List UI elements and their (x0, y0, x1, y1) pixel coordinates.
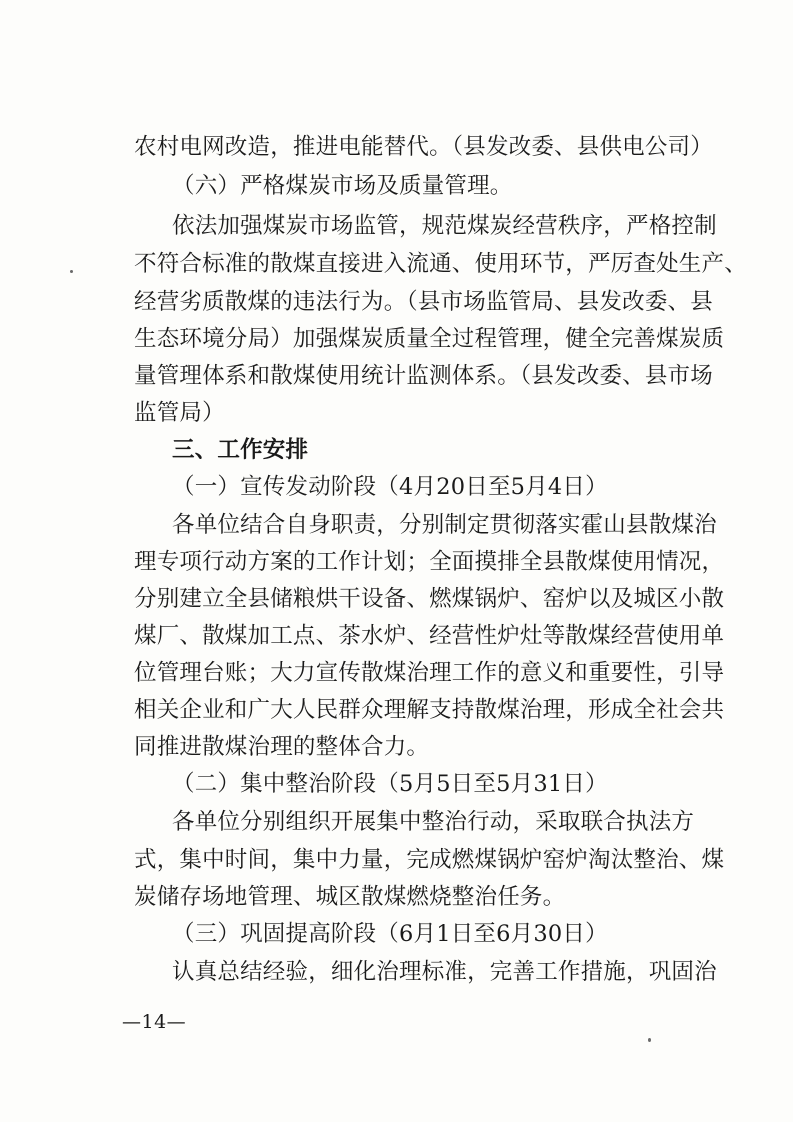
section-subheading: （一）宣传发动阶段（4月20日至5月4日） (172, 474, 608, 500)
body-line: 理专项行动方案的工作计划；全面摸排全县散煤使用情况， (134, 549, 725, 575)
body-line: 相关企业和广大人民群众理解支持散煤治理，形成全社会共 (134, 697, 725, 723)
body-line: 位管理台账；大力宣传散煤治理工作的意义和重要性，引导 (134, 660, 725, 686)
body-line: 各单位结合自身职责，分别制定贯彻落实霍山县散煤治 (172, 512, 717, 538)
body-line: 认真总结经验，细化治理标准，完善工作措施，巩固治 (172, 959, 717, 985)
body-line: 同推进散煤治理的整体合力。 (134, 734, 430, 760)
body-line: 式，集中时间，集中力量，完成燃煤锅炉窑炉淘汰整治、煤 (134, 847, 725, 873)
body-line: 分别建立全县储粮烘干设备、燃煤锅炉、窑炉以及城区小散 (134, 586, 725, 612)
body-line: 不符合标准的散煤直接进入流通、使用环节，严厉查处生产、 (134, 251, 747, 277)
body-line: 依法加强煤炭市场监管，规范煤炭经营秩序，严格控制 (172, 213, 717, 239)
body-line: 煤厂、散煤加工点、茶水炉、经营性炉灶等散煤经营使用单 (134, 623, 725, 649)
body-line: 经营劣质散煤的违法行为。（县市场监管局、县发改委、县 (134, 289, 713, 315)
body-line: 炭储存场地管理、城区散煤燃烧整治任务。 (134, 884, 566, 910)
section-subheading: （三）巩固提高阶段（6月1日至6月30日） (172, 921, 608, 947)
body-line: 量管理体系和散煤使用统计监测体系。（县发改委、县市场 (134, 363, 713, 389)
body-line: 监管局） (134, 400, 225, 426)
body-line: 农村电网改造，推进电能替代。（县发改委、县供电公司） (134, 134, 713, 160)
section-subheading: （六）严格煤炭市场及质量管理。 (172, 173, 513, 199)
body-line: 生态环境分局）加强煤炭质量全过程管理，健全完善煤炭质 (134, 326, 725, 352)
scan-speck (648, 1038, 651, 1042)
page-number: —14— (122, 1011, 187, 1033)
section-heading: 三、工作安排 (172, 437, 309, 463)
section-subheading: （二）集中整治阶段（5月5日至5月31日） (172, 771, 608, 797)
body-line: 各单位分别组织开展集中整治行动，采取联合执法方 (172, 809, 695, 835)
scan-speck (70, 270, 73, 273)
